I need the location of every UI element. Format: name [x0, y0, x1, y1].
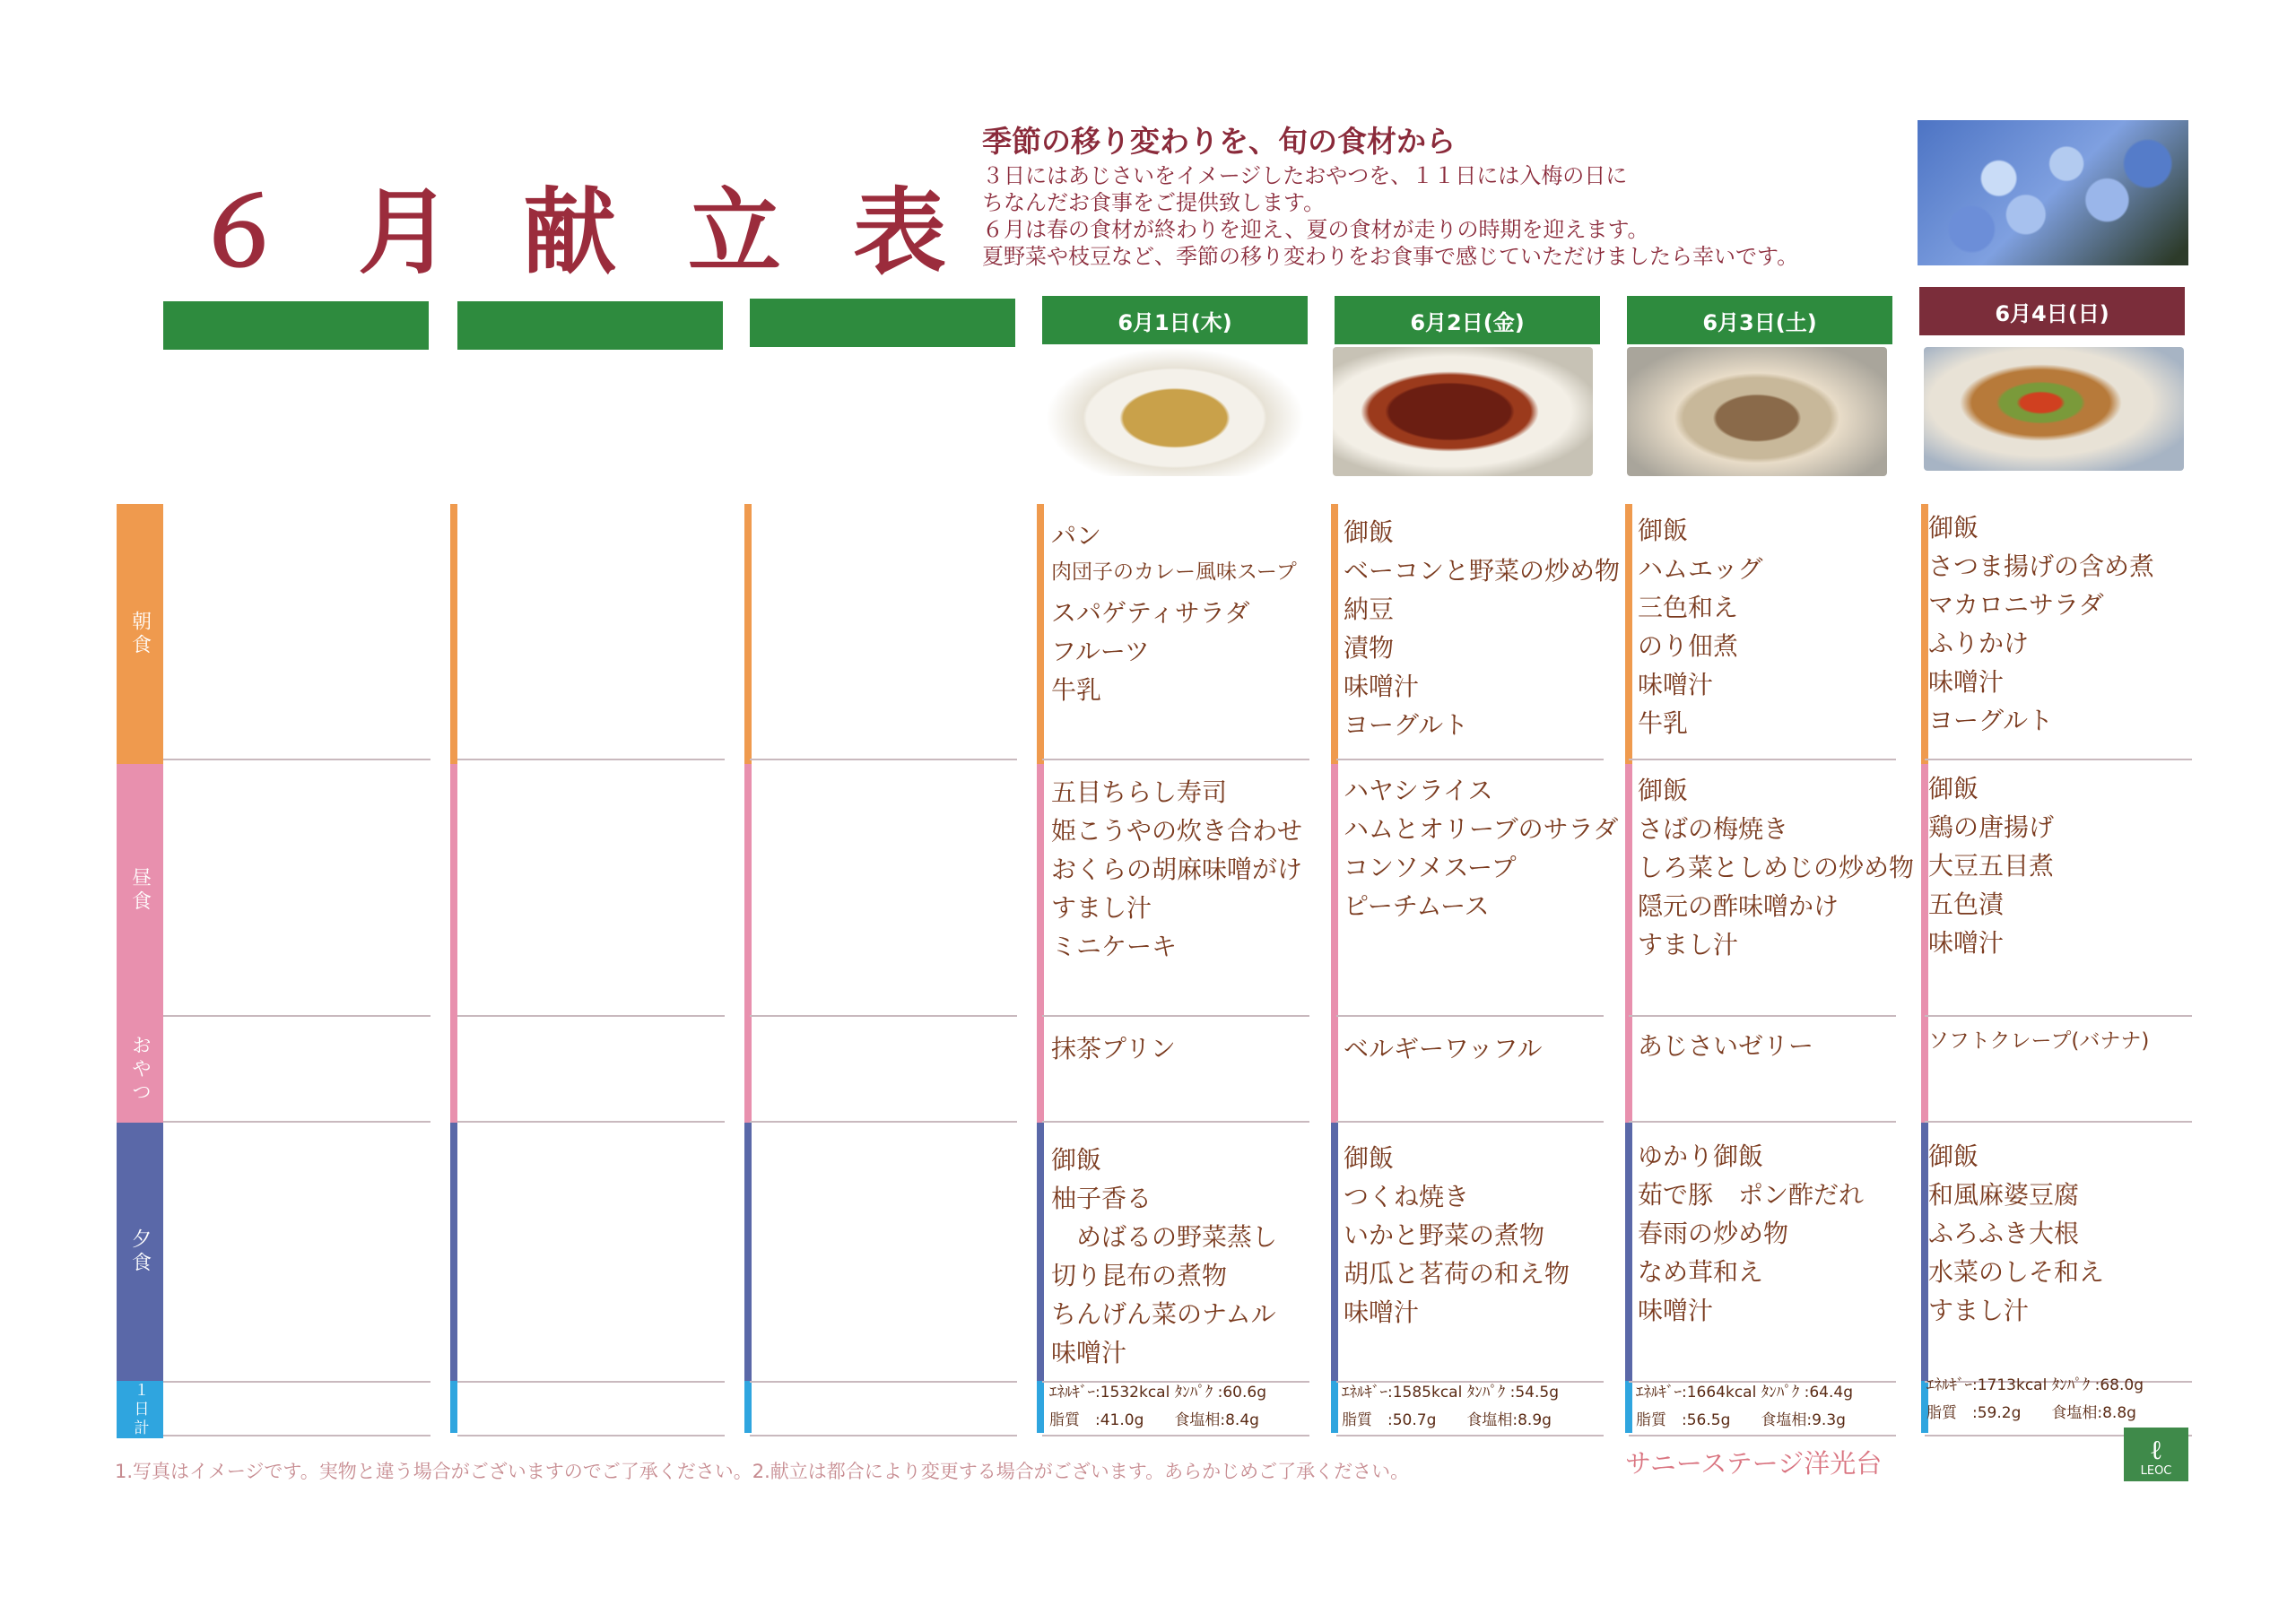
row-separator	[163, 1435, 430, 1436]
dinner-item: ふろふき大根	[1928, 1219, 2080, 1248]
nutrition-line: ｴﾈﾙｷﾞｰ:1713kcal ﾀﾝﾊﾟｸ :68.0g	[1926, 1376, 2144, 1394]
intro-line: ちなんだお食事をご提供致します。	[982, 190, 1326, 215]
dinner-item: 胡瓜と茗荷の和え物	[1344, 1259, 1570, 1289]
row-separator	[1042, 1015, 1309, 1017]
leoc-logo: ℓ LEOC	[2124, 1428, 2188, 1481]
column-bar	[1921, 504, 1928, 764]
blank-day-header	[750, 299, 1015, 347]
row-separator	[750, 1435, 1017, 1436]
dinner-label: 夕食	[117, 1123, 163, 1381]
lunch-item: さばの梅焼き	[1638, 814, 1789, 844]
lunch-item: 姫こうやの炊き合わせ	[1051, 816, 1303, 846]
nutrition-line: 脂質 :50.7g 食塩相:8.9g	[1342, 1411, 1552, 1429]
breakfast-item: フルーツ	[1051, 637, 1150, 666]
column-bar	[744, 1381, 752, 1433]
intro-line: ６月は春の食材が終わりを迎え、夏の食材が走りの時期を迎えます。	[982, 217, 1649, 242]
breakfast-item: 御飯	[1344, 517, 1395, 547]
lunch-item: 五目ちらし寿司	[1051, 777, 1228, 807]
lunch-item: 五色漬	[1928, 890, 2005, 919]
breakfast-item: 肉団子のカレー風味スープ	[1051, 560, 1297, 584]
column-bar	[1625, 1381, 1632, 1433]
breakfast-item: 味噌汁	[1928, 667, 2005, 697]
lunch-item: しろ菜としめじの炒め物	[1638, 853, 1915, 882]
breakfast-item: 味噌汁	[1638, 670, 1714, 699]
lunch-item: ミニケーキ	[1051, 932, 1178, 961]
row-separator	[1336, 1015, 1604, 1017]
snack-item: ベルギーワッフル	[1344, 1034, 1543, 1063]
column-bar	[1625, 764, 1632, 1017]
lunch-item: 御飯	[1928, 774, 1979, 803]
row-separator	[1629, 1015, 1896, 1017]
blank-day-header	[457, 301, 723, 350]
lunch-item: 鶏の唐揚げ	[1928, 812, 2055, 842]
dinner-item: 味噌汁	[1051, 1338, 1127, 1367]
row-separator	[163, 1381, 430, 1383]
column-bar	[1331, 1123, 1338, 1381]
row-separator	[1042, 759, 1309, 760]
row-separator	[163, 1121, 430, 1123]
column-bar	[1921, 1017, 1928, 1123]
dinner-item: 切り昆布の煮物	[1051, 1261, 1228, 1290]
dinner-item: 味噌汁	[1344, 1298, 1420, 1327]
day-header: 6月3日(土)	[1627, 296, 1892, 344]
dinner-item: 水菜のしそ和え	[1928, 1257, 2105, 1287]
row-separator	[1042, 1121, 1309, 1123]
snack-label: おやつ	[117, 1017, 163, 1123]
logo-text: LEOC	[2140, 1464, 2172, 1478]
row-separator	[1925, 759, 2192, 760]
row-separator	[1629, 1121, 1896, 1123]
breakfast-item: スパゲティサラダ	[1051, 598, 1250, 628]
lunch-label: 昼食	[117, 764, 163, 1017]
breakfast-item: 牛乳	[1638, 708, 1689, 738]
nutrition-line: ｴﾈﾙｷﾞｰ:1664kcal ﾀﾝﾊﾟｸ :64.4g	[1636, 1384, 1854, 1402]
snack-item: あじさいゼリー	[1638, 1031, 1814, 1061]
row-separator	[1336, 1435, 1604, 1436]
dinner-item: ちんげん菜のナムル	[1051, 1299, 1276, 1329]
row-separator	[163, 759, 430, 760]
dinner-item: いかと野菜の煮物	[1344, 1220, 1545, 1250]
dinner-item: 和風麻婆豆腐	[1928, 1180, 2080, 1210]
nutrition-line: ｴﾈﾙｷﾞｰ:1585kcal ﾀﾝﾊﾟｸ :54.5g	[1342, 1384, 1560, 1402]
breakfast-item: ヨーグルト	[1344, 710, 1469, 740]
row-separator	[750, 1121, 1017, 1123]
snack-item: ソフトクレープ(バナナ)	[1928, 1029, 2150, 1053]
intro-heading: 季節の移り変わりを、旬の食材から	[982, 124, 1456, 159]
column-bar	[1331, 1017, 1338, 1123]
row-separator	[457, 1015, 725, 1017]
breakfast-item: のり佃煮	[1638, 631, 1739, 661]
breakfast-item: 三色和え	[1638, 593, 1739, 622]
breakfast-item: ヨーグルト	[1928, 706, 2054, 735]
column-bar	[450, 1017, 457, 1123]
column-bar	[1625, 1017, 1632, 1123]
nutrition-line: 脂質 :56.5g 食塩相:9.3g	[1636, 1411, 1846, 1429]
dinner-item: 茹で豚 ポン酢だれ	[1638, 1180, 1865, 1210]
dinner-item: 御飯	[1051, 1145, 1102, 1175]
breakfast-item: パン	[1051, 521, 1102, 551]
breakfast-item: さつま揚げの含め煮	[1928, 551, 2155, 581]
breakfast-item: 漬物	[1344, 633, 1395, 663]
column-bar	[1331, 764, 1338, 1017]
food-photo	[1627, 347, 1887, 476]
breakfast-item: 牛乳	[1051, 675, 1102, 705]
lunch-item: ハヤシライス	[1344, 776, 1493, 805]
column-bar	[744, 504, 752, 764]
lunch-item: ピーチムース	[1344, 891, 1490, 921]
row-separator	[1336, 759, 1604, 760]
row-separator	[163, 1015, 430, 1017]
row-separator	[1629, 759, 1896, 760]
day-header: 6月1日(木)	[1042, 296, 1308, 344]
column-bar	[450, 764, 457, 1017]
column-bar	[1037, 1123, 1044, 1381]
day-header: 6月2日(金)	[1335, 296, 1600, 344]
column-bar	[450, 504, 457, 764]
nutrition-line: 脂質 :59.2g 食塩相:8.8g	[1926, 1404, 2136, 1422]
food-photo	[1045, 347, 1305, 476]
lunch-item: 隠元の酢味噌かけ	[1638, 891, 1839, 921]
column-bar	[744, 1017, 752, 1123]
intro-line: ３日にはあじさいをイメージしたおやつを、１１日には入梅の日に	[982, 163, 1628, 188]
blank-day-header	[163, 301, 429, 350]
column-bar	[1625, 504, 1632, 764]
row-separator	[457, 759, 725, 760]
nutrition-line: ｴﾈﾙｷﾞｰ:1532kcal ﾀﾝﾊﾟｸ :60.6g	[1049, 1384, 1267, 1402]
column-bar	[450, 1381, 457, 1433]
facility-name: サニーステージ洋光台	[1625, 1448, 1883, 1479]
dinner-item: つくね焼き	[1344, 1182, 1470, 1211]
column-bar	[450, 1123, 457, 1381]
lunch-item: 御飯	[1638, 776, 1689, 805]
lunch-item: すまし汁	[1638, 930, 1739, 959]
snack-item: 抹茶プリン	[1051, 1034, 1176, 1063]
nutrition-line: 脂質 :41.0g 食塩相:8.4g	[1049, 1411, 1259, 1429]
row-separator	[457, 1121, 725, 1123]
dinner-item: 御飯	[1928, 1141, 1979, 1171]
column-bar	[1037, 764, 1044, 1017]
lunch-item: 大豆五目煮	[1928, 851, 2055, 881]
food-photo	[1333, 347, 1593, 476]
column-bar	[1331, 1381, 1338, 1433]
dinner-item: 春雨の炒め物	[1638, 1219, 1789, 1248]
breakfast-item: マカロニサラダ	[1928, 590, 2104, 620]
breakfast-item: 御飯	[1928, 513, 1979, 542]
dinner-item: すまし汁	[1928, 1296, 2030, 1325]
column-bar	[1037, 1381, 1044, 1433]
breakfast-item: 味噌汁	[1344, 672, 1420, 701]
row-separator	[750, 1015, 1017, 1017]
row-separator	[750, 1381, 1017, 1383]
footer-note: 1.写真はイメージです。実物と違う場合がございますのでご了承ください。2.献立は都合により変更する場合がございます。あらかじめご了承ください。	[115, 1461, 1410, 1482]
breakfast-item: ふりかけ	[1928, 629, 2030, 658]
column-bar	[1921, 764, 1928, 1017]
row-separator	[1925, 1121, 2192, 1123]
dinner-item: めばるの野菜蒸し	[1051, 1222, 1278, 1252]
row-separator	[1042, 1435, 1309, 1436]
breakfast-item: 納豆	[1344, 595, 1395, 624]
row-separator	[457, 1381, 725, 1383]
column-bar	[744, 1123, 752, 1381]
page-title: ６月献立表	[193, 177, 1019, 287]
dinner-item: なめ茸和え	[1638, 1257, 1764, 1287]
lunch-item: ハムとオリーブのサラダ	[1344, 814, 1619, 844]
row-separator	[1925, 1015, 2192, 1017]
lunch-item: コンソメスープ	[1344, 853, 1517, 882]
lunch-item: おくらの胡麻味噌がけ	[1051, 855, 1303, 884]
daily-total-label: １日計	[117, 1381, 163, 1438]
row-separator	[1336, 1121, 1604, 1123]
lunch-item: すまし汁	[1051, 893, 1152, 923]
row-separator	[457, 1435, 725, 1436]
dinner-item: 御飯	[1344, 1143, 1395, 1173]
breakfast-label: 朝食	[117, 504, 163, 764]
column-bar	[1037, 1017, 1044, 1123]
food-photo	[1924, 347, 2184, 471]
dinner-item: ゆかり御飯	[1638, 1141, 1764, 1171]
column-bar	[1331, 504, 1338, 764]
lunch-item: 味噌汁	[1928, 928, 2005, 958]
breakfast-item: ハムエッグ	[1638, 554, 1763, 584]
row-separator	[1629, 1435, 1896, 1436]
dinner-item: 味噌汁	[1638, 1296, 1714, 1325]
column-bar	[744, 764, 752, 1017]
intro-line: 夏野菜や枝豆など、季節の移り変わりをお食事で感じていただけましたら幸いです。	[982, 244, 1799, 269]
column-bar	[1625, 1123, 1632, 1381]
day-header-sunday: 6月4日(日)	[1919, 287, 2185, 335]
column-bar	[1921, 1123, 1928, 1381]
column-bar	[1037, 504, 1044, 764]
hydrangea-photo	[1918, 120, 2188, 265]
row-separator	[750, 759, 1017, 760]
breakfast-item: ベーコンと野菜の炒め物	[1344, 556, 1621, 586]
breakfast-item: 御飯	[1638, 516, 1689, 545]
dinner-item: 柚子香る	[1051, 1184, 1152, 1213]
